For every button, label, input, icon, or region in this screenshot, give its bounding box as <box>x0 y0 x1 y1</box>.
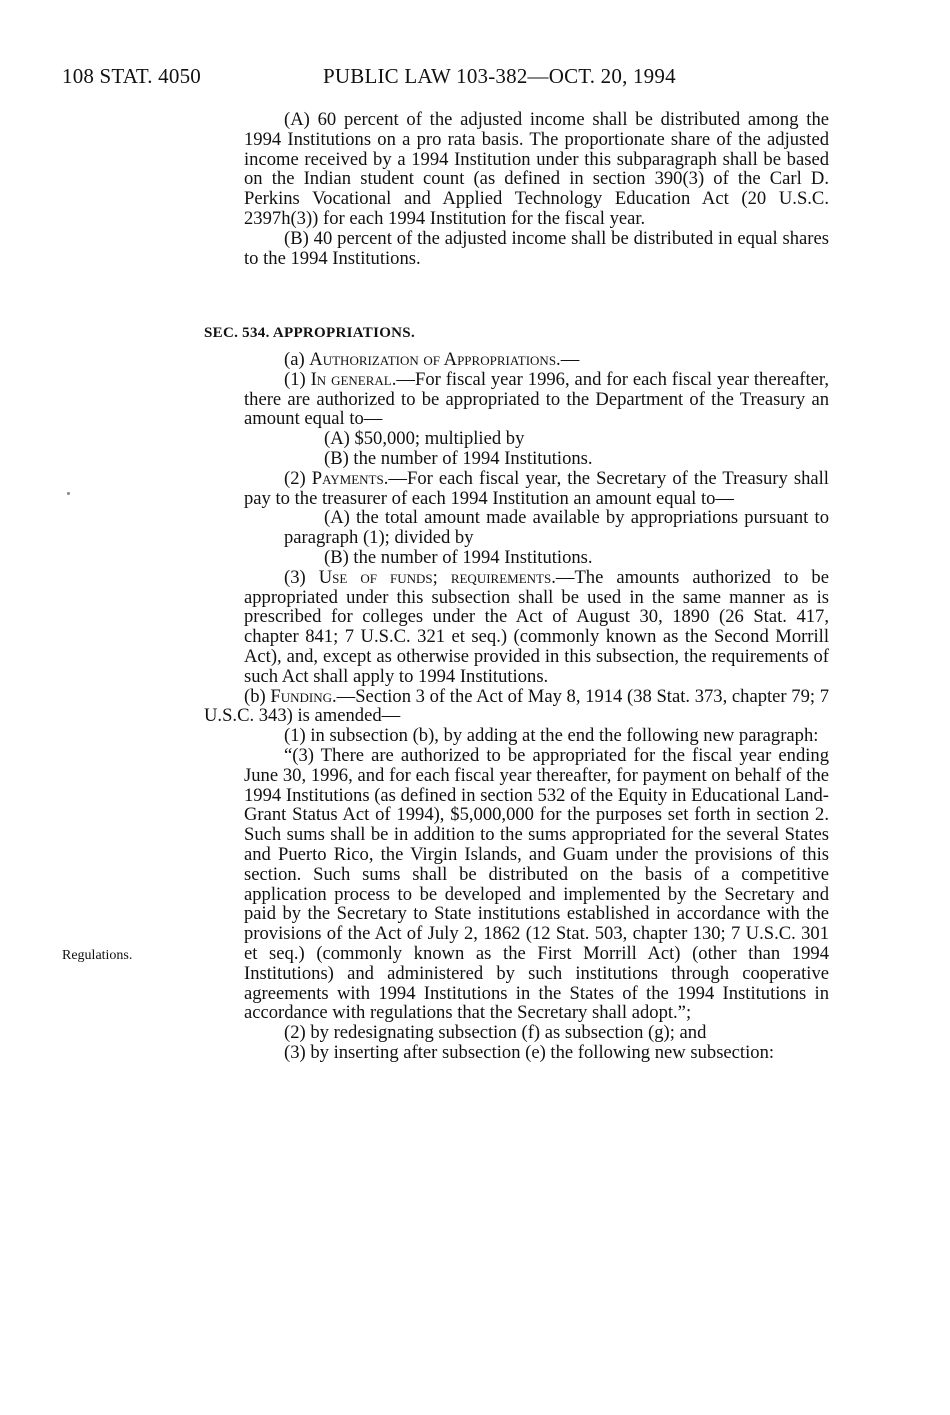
text-block-top <box>244 110 829 268</box>
subsection-b-label: (b) <box>244 685 271 707</box>
paragraph-1-title: In general. <box>310 368 397 390</box>
paragraph-2 <box>244 469 829 509</box>
paragraph-2-item-a: (A) the total amount made available by appropriations pursuant to paragraph (1); divided by <box>284 507 829 549</box>
margin-note-regulations: Regulations. <box>62 948 133 963</box>
text-block-main <box>204 349 829 1063</box>
paragraph-a-60-percent: (A) 60 percent of the adjusted income shall be distributed among the 1994 Institutions on a pro rata basis. The proportionate share of the adjusted income received by a 1994 Institution under this subparagraph shall be based on the Indian student count (as defined in section 390(3) of the Carl D. Perkins Vocational and Applied Technology Education Act (20 U.S.C. 2397h(3)) for each 1994 Institution for the fiscal year. <box>244 109 829 229</box>
amendment-1: (1) in subsection (b), by adding at the end the following new paragraph: <box>284 725 819 747</box>
paragraph-1-item-b: (B) the number of 1994 Institutions. <box>324 447 593 469</box>
paragraph-b-40-percent: (B) 40 percent of the adjusted income shall be distributed in equal shares to the 1994 Institutions. <box>244 227 829 269</box>
paragraph-3 <box>244 568 829 687</box>
subsection-a-heading <box>244 350 829 370</box>
paragraph-3-label: (3) <box>284 566 319 588</box>
subsection-a-title: Authorization of Appropriations. <box>309 349 561 370</box>
stat-citation: 108 STAT. 4050 <box>62 64 201 88</box>
section-heading: SEC. 534. APPROPRIATIONS. <box>204 325 415 341</box>
paragraph-1-text: —For fiscal year 1996, and for each fiscal year thereafter, there are authorized to be appropriated to the Department of the Treasury an amount equal to— <box>244 368 829 430</box>
paragraph-2-item-b: (B) the number of 1994 Institutions. <box>324 546 593 568</box>
paragraph-1-item-a: (A) $50,000; multiplied by <box>324 428 525 450</box>
subsection-a-label: (a) <box>284 349 310 370</box>
paragraph-2-title: Payments. <box>311 467 389 489</box>
subsection-b <box>204 687 829 727</box>
paragraph-2-text: —For each fiscal year, the Secretary of the Treasury shall pay to the treasurer of each 1994 Institution an amount equal to— <box>244 467 829 509</box>
subsection-b-text: —Section 3 of the Act of May 8, 1914 (38 Stat. 373, chapter 79; 7 U.S.C. 343) is amended— <box>204 685 829 727</box>
paragraph-1 <box>244 370 829 429</box>
paragraph-3-text: —The amounts authorized to be appropriated under this subsection shall be used in the same manner as is prescribed for colleges under the Act of August 30, 1890 (26 Stat. 417, chapter 841; 7 U.S.C. 321 et seq.) (commonly known as the Second Morrill Act), and, except as otherwise provided in this subsection, the requirements of such Act shall apply to 1994 Institutions. <box>244 566 829 687</box>
scan-speck <box>67 492 70 495</box>
subsection-b-title: Funding. <box>270 685 337 707</box>
paragraph-3-title: Use of funds; requirements. <box>318 566 556 588</box>
paragraph-2-label: (2) <box>284 467 312 489</box>
quoted-paragraph: “(3) There are authorized to be appropriated for the fiscal year ending June 30, 1996, and for each fiscal year thereafter, for payment on behalf of the 1994 Institutions (as defined in section 532 of the Equity in Educational Land-Grant Status Act of 1994), $5,000,000 for the purposes set forth in section 2. Such sums shall be in addition to the sums appropriated for the several States and Puerto Rico, the Virgin Islands, and Guam under the provisions of this section. Such sums shall be distributed on the basis of a competitive application process to be developed and implemented by the Secretary and paid by the Secretary to State institutions established in accordance with the provisions of the Act of July 2, 1862 (12 Stat. 503, chapter 130; 7 U.S.C. 301 et seq.) (commonly known as the First Morrill Act) (other than 1994 Institutions) and administered by such institutions through cooperative agreements with 1994 Institutions in the States of the 1994 Institutions in accordance with regulations that the Secretary shall adopt.”; <box>244 744 829 1024</box>
subsection-a-dash: — <box>560 349 580 370</box>
paragraph-1-label: (1) <box>284 368 311 390</box>
amendment-2: (2) by redesignating subsection (f) as subsection (g); and <box>284 1022 707 1044</box>
amendment-3: (3) by inserting after subsection (e) the following new subsection: <box>284 1041 775 1063</box>
running-head: PUBLIC LAW 103-382—OCT. 20, 1994 <box>323 64 676 88</box>
